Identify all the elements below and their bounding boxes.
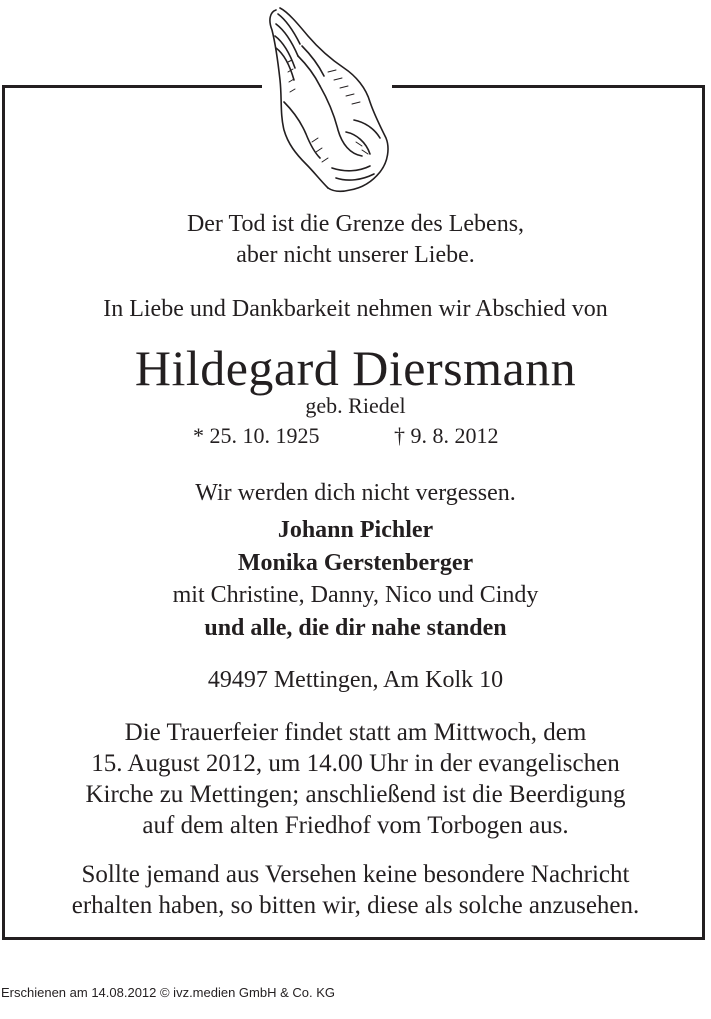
service-line-4: auf dem alten Friedhof vom Torbogen aus. bbox=[142, 812, 569, 839]
verse-line-1: Der Tod ist die Grenze des Lebens, bbox=[186, 211, 525, 237]
birth-date: * 25. 10. 1925 bbox=[193, 423, 320, 448]
deceased-name: Hildegard Diersmann bbox=[134, 340, 577, 396]
service-line-1: Die Trauerfeier findet statt am Mittwoch, dem bbox=[124, 719, 587, 746]
mourner-others: und alle, die dir nahe standen bbox=[204, 615, 507, 641]
closing-line-1: Sollte jemand aus Versehen keine besondere Nachricht bbox=[81, 861, 630, 888]
verse-line-2: aber nicht unserer Liebe. bbox=[236, 242, 475, 268]
publication-credit: Erschienen am 14.08.2012 © ivz.medien GmbH & Co. KG bbox=[1, 985, 336, 1000]
praying-hands-icon bbox=[258, 2, 392, 198]
mourner-monika: Monika Gerstenberger bbox=[237, 550, 474, 576]
mourner-johann: Johann Pichler bbox=[277, 517, 434, 543]
closing-line-2: erhalten haben, so bitten wir, diese als solche anzusehen. bbox=[71, 892, 640, 919]
death-date: † 9. 8. 2012 bbox=[394, 423, 499, 448]
address-line: 49497 Mettingen, Am Kolk 10 bbox=[207, 667, 504, 693]
intro-line: In Liebe und Dankbarkeit nehmen wir Abschied von bbox=[103, 296, 608, 322]
remembrance-line: Wir werden dich nicht vergessen. bbox=[195, 480, 516, 506]
maiden-name: geb. Riedel bbox=[305, 393, 406, 418]
mourner-family: mit Christine, Danny, Nico und Cindy bbox=[172, 582, 539, 608]
service-line-3: Kirche zu Mettingen; anschließend ist die Beerdigung bbox=[85, 781, 626, 808]
service-line-2: 15. August 2012, um 14.00 Uhr in der evangelischen bbox=[91, 750, 620, 777]
